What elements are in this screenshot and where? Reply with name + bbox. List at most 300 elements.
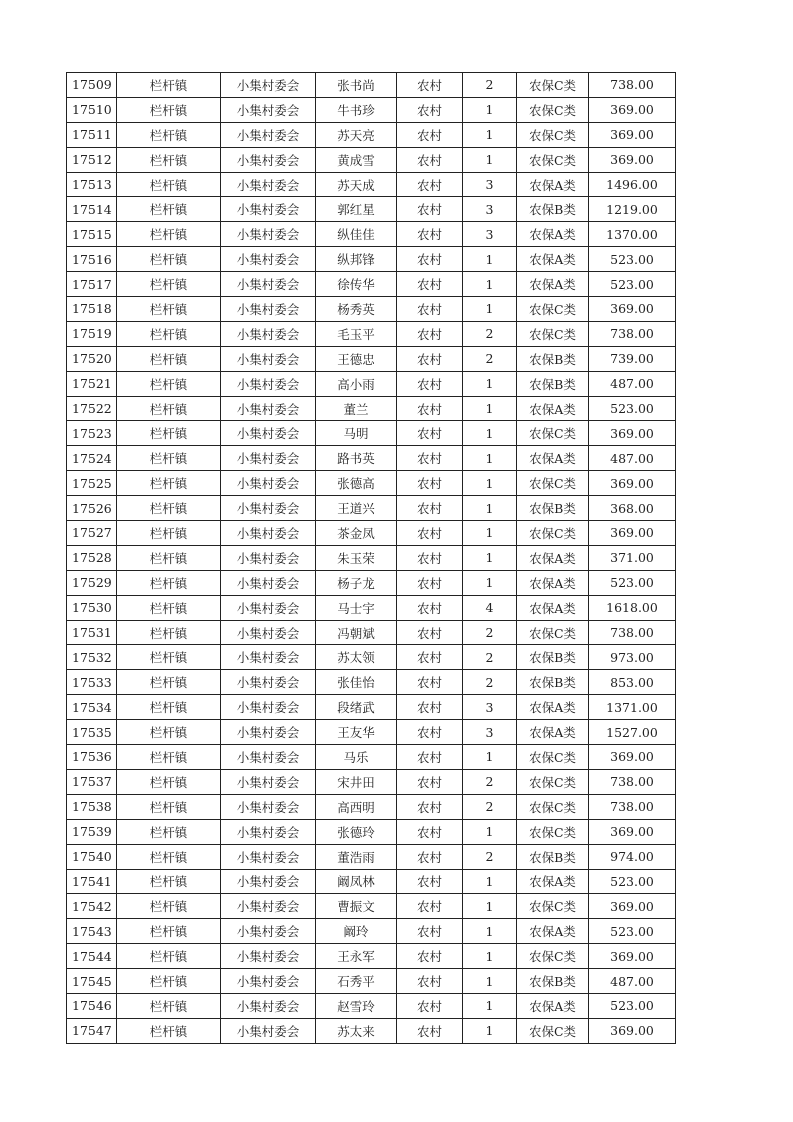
amount-cell: 523.00 bbox=[589, 396, 676, 421]
insurance-category-cell: 农保B类 bbox=[517, 969, 589, 994]
record-id-cell: 17515 bbox=[67, 222, 117, 247]
person-name-cell: 阚玲 bbox=[316, 919, 397, 944]
record-id-cell: 17513 bbox=[67, 172, 117, 197]
area-type-cell: 农村 bbox=[397, 446, 463, 471]
area-type-cell: 农村 bbox=[397, 421, 463, 446]
record-id-cell: 17521 bbox=[67, 371, 117, 396]
area-type-cell: 农村 bbox=[397, 919, 463, 944]
insurance-category-cell: 农保A类 bbox=[517, 869, 589, 894]
insurance-category-cell: 农保B类 bbox=[517, 645, 589, 670]
table-row bbox=[67, 944, 676, 969]
table-row bbox=[67, 122, 676, 147]
household-size-cell: 2 bbox=[463, 844, 517, 869]
area-type-cell: 农村 bbox=[397, 272, 463, 297]
area-type-cell: 农村 bbox=[397, 297, 463, 322]
area-type-cell: 农村 bbox=[397, 222, 463, 247]
record-id-cell: 17542 bbox=[67, 894, 117, 919]
household-size-cell: 1 bbox=[463, 894, 517, 919]
village-committee-cell: 小集村委会 bbox=[221, 371, 316, 396]
household-size-cell: 1 bbox=[463, 993, 517, 1018]
area-type-cell: 农村 bbox=[397, 745, 463, 770]
household-size-cell: 1 bbox=[463, 272, 517, 297]
village-committee-cell: 小集村委会 bbox=[221, 869, 316, 894]
amount-cell: 369.00 bbox=[589, 147, 676, 172]
person-name-cell: 高西明 bbox=[316, 794, 397, 819]
table-row bbox=[67, 769, 676, 794]
town-cell: 栏杆镇 bbox=[117, 122, 221, 147]
insurance-category-cell: 农保A类 bbox=[517, 570, 589, 595]
person-name-cell: 曹振文 bbox=[316, 894, 397, 919]
insurance-category-cell: 农保C类 bbox=[517, 794, 589, 819]
record-id-cell: 17543 bbox=[67, 919, 117, 944]
household-size-cell: 3 bbox=[463, 197, 517, 222]
town-cell: 栏杆镇 bbox=[117, 745, 221, 770]
amount-cell: 1618.00 bbox=[589, 595, 676, 620]
insurance-category-cell: 农保C类 bbox=[517, 297, 589, 322]
amount-cell: 853.00 bbox=[589, 670, 676, 695]
insurance-category-cell: 农保C类 bbox=[517, 745, 589, 770]
household-size-cell: 1 bbox=[463, 521, 517, 546]
village-committee-cell: 小集村委会 bbox=[221, 321, 316, 346]
amount-cell: 368.00 bbox=[589, 496, 676, 521]
amount-cell: 487.00 bbox=[589, 969, 676, 994]
area-type-cell: 农村 bbox=[397, 894, 463, 919]
insurance-category-cell: 农保C类 bbox=[517, 122, 589, 147]
area-type-cell: 农村 bbox=[397, 496, 463, 521]
village-committee-cell: 小集村委会 bbox=[221, 745, 316, 770]
area-type-cell: 农村 bbox=[397, 645, 463, 670]
amount-cell: 523.00 bbox=[589, 919, 676, 944]
record-id-cell: 17545 bbox=[67, 969, 117, 994]
village-committee-cell: 小集村委会 bbox=[221, 645, 316, 670]
household-size-cell: 2 bbox=[463, 346, 517, 371]
town-cell: 栏杆镇 bbox=[117, 944, 221, 969]
insurance-category-cell: 农保A类 bbox=[517, 247, 589, 272]
amount-cell: 1370.00 bbox=[589, 222, 676, 247]
record-id-cell: 17529 bbox=[67, 570, 117, 595]
person-name-cell: 路书英 bbox=[316, 446, 397, 471]
table-row bbox=[67, 545, 676, 570]
town-cell: 栏杆镇 bbox=[117, 1018, 221, 1043]
record-id-cell: 17544 bbox=[67, 944, 117, 969]
person-name-cell: 苏天成 bbox=[316, 172, 397, 197]
household-size-cell: 3 bbox=[463, 720, 517, 745]
amount-cell: 487.00 bbox=[589, 371, 676, 396]
amount-cell: 369.00 bbox=[589, 471, 676, 496]
record-id-cell: 17532 bbox=[67, 645, 117, 670]
table-row bbox=[67, 620, 676, 645]
record-id-cell: 17538 bbox=[67, 794, 117, 819]
household-size-cell: 1 bbox=[463, 545, 517, 570]
record-id-cell: 17533 bbox=[67, 670, 117, 695]
household-size-cell: 1 bbox=[463, 396, 517, 421]
person-name-cell: 张书尚 bbox=[316, 73, 397, 98]
household-size-cell: 2 bbox=[463, 670, 517, 695]
record-id-cell: 17547 bbox=[67, 1018, 117, 1043]
table-row bbox=[67, 645, 676, 670]
amount-cell: 738.00 bbox=[589, 321, 676, 346]
household-size-cell: 1 bbox=[463, 97, 517, 122]
table-row bbox=[67, 346, 676, 371]
table-row bbox=[67, 993, 676, 1018]
table-row bbox=[67, 73, 676, 98]
village-committee-cell: 小集村委会 bbox=[221, 147, 316, 172]
insurance-category-cell: 农保A类 bbox=[517, 919, 589, 944]
village-committee-cell: 小集村委会 bbox=[221, 521, 316, 546]
area-type-cell: 农村 bbox=[397, 396, 463, 421]
household-size-cell: 1 bbox=[463, 1018, 517, 1043]
household-size-cell: 2 bbox=[463, 645, 517, 670]
village-committee-cell: 小集村委会 bbox=[221, 421, 316, 446]
person-name-cell: 徐传华 bbox=[316, 272, 397, 297]
record-id-cell: 17540 bbox=[67, 844, 117, 869]
village-committee-cell: 小集村委会 bbox=[221, 1018, 316, 1043]
village-committee-cell: 小集村委会 bbox=[221, 944, 316, 969]
town-cell: 栏杆镇 bbox=[117, 371, 221, 396]
table-row bbox=[67, 446, 676, 471]
village-committee-cell: 小集村委会 bbox=[221, 73, 316, 98]
household-size-cell: 1 bbox=[463, 745, 517, 770]
area-type-cell: 农村 bbox=[397, 769, 463, 794]
town-cell: 栏杆镇 bbox=[117, 993, 221, 1018]
person-name-cell: 冯朝斌 bbox=[316, 620, 397, 645]
table-row bbox=[67, 745, 676, 770]
record-id-cell: 17527 bbox=[67, 521, 117, 546]
person-name-cell: 王德忠 bbox=[316, 346, 397, 371]
town-cell: 栏杆镇 bbox=[117, 197, 221, 222]
insurance-category-cell: 农保C类 bbox=[517, 421, 589, 446]
table-row bbox=[67, 471, 676, 496]
insurance-category-cell: 农保C类 bbox=[517, 471, 589, 496]
area-type-cell: 农村 bbox=[397, 969, 463, 994]
town-cell: 栏杆镇 bbox=[117, 73, 221, 98]
record-id-cell: 17541 bbox=[67, 869, 117, 894]
person-name-cell: 董兰 bbox=[316, 396, 397, 421]
amount-cell: 369.00 bbox=[589, 894, 676, 919]
town-cell: 栏杆镇 bbox=[117, 346, 221, 371]
area-type-cell: 农村 bbox=[397, 794, 463, 819]
insurance-category-cell: 农保C类 bbox=[517, 97, 589, 122]
amount-cell: 523.00 bbox=[589, 993, 676, 1018]
record-id-cell: 17546 bbox=[67, 993, 117, 1018]
person-name-cell: 张佳怡 bbox=[316, 670, 397, 695]
table-row bbox=[67, 222, 676, 247]
town-cell: 栏杆镇 bbox=[117, 545, 221, 570]
person-name-cell: 马士宇 bbox=[316, 595, 397, 620]
table-row bbox=[67, 197, 676, 222]
town-cell: 栏杆镇 bbox=[117, 172, 221, 197]
record-id-cell: 17518 bbox=[67, 297, 117, 322]
village-committee-cell: 小集村委会 bbox=[221, 670, 316, 695]
record-id-cell: 17510 bbox=[67, 97, 117, 122]
area-type-cell: 农村 bbox=[397, 944, 463, 969]
amount-cell: 369.00 bbox=[589, 421, 676, 446]
village-committee-cell: 小集村委会 bbox=[221, 969, 316, 994]
household-size-cell: 1 bbox=[463, 919, 517, 944]
person-name-cell: 段绪武 bbox=[316, 695, 397, 720]
record-id-cell: 17536 bbox=[67, 745, 117, 770]
insurance-category-cell: 农保C类 bbox=[517, 819, 589, 844]
area-type-cell: 农村 bbox=[397, 720, 463, 745]
village-committee-cell: 小集村委会 bbox=[221, 844, 316, 869]
town-cell: 栏杆镇 bbox=[117, 496, 221, 521]
table-row bbox=[67, 371, 676, 396]
town-cell: 栏杆镇 bbox=[117, 819, 221, 844]
village-committee-cell: 小集村委会 bbox=[221, 570, 316, 595]
amount-cell: 487.00 bbox=[589, 446, 676, 471]
village-committee-cell: 小集村委会 bbox=[221, 396, 316, 421]
town-cell: 栏杆镇 bbox=[117, 222, 221, 247]
amount-cell: 369.00 bbox=[589, 521, 676, 546]
allowance-table bbox=[66, 72, 676, 1044]
amount-cell: 739.00 bbox=[589, 346, 676, 371]
household-size-cell: 1 bbox=[463, 819, 517, 844]
insurance-category-cell: 农保C类 bbox=[517, 321, 589, 346]
record-id-cell: 17525 bbox=[67, 471, 117, 496]
person-name-cell: 苏太来 bbox=[316, 1018, 397, 1043]
village-committee-cell: 小集村委会 bbox=[221, 122, 316, 147]
table-row bbox=[67, 1018, 676, 1043]
town-cell: 栏杆镇 bbox=[117, 247, 221, 272]
insurance-category-cell: 农保B类 bbox=[517, 670, 589, 695]
insurance-category-cell: 农保A类 bbox=[517, 172, 589, 197]
insurance-category-cell: 农保C类 bbox=[517, 769, 589, 794]
village-committee-cell: 小集村委会 bbox=[221, 172, 316, 197]
table-row bbox=[67, 396, 676, 421]
record-id-cell: 17526 bbox=[67, 496, 117, 521]
area-type-cell: 农村 bbox=[397, 73, 463, 98]
town-cell: 栏杆镇 bbox=[117, 97, 221, 122]
record-id-cell: 17528 bbox=[67, 545, 117, 570]
amount-cell: 1371.00 bbox=[589, 695, 676, 720]
area-type-cell: 农村 bbox=[397, 97, 463, 122]
record-id-cell: 17522 bbox=[67, 396, 117, 421]
record-id-cell: 17537 bbox=[67, 769, 117, 794]
town-cell: 栏杆镇 bbox=[117, 969, 221, 994]
household-size-cell: 2 bbox=[463, 321, 517, 346]
person-name-cell: 纵邦锋 bbox=[316, 247, 397, 272]
person-name-cell: 张德玲 bbox=[316, 819, 397, 844]
village-committee-cell: 小集村委会 bbox=[221, 620, 316, 645]
village-committee-cell: 小集村委会 bbox=[221, 993, 316, 1018]
record-id-cell: 17512 bbox=[67, 147, 117, 172]
household-size-cell: 3 bbox=[463, 222, 517, 247]
record-id-cell: 17535 bbox=[67, 720, 117, 745]
household-size-cell: 2 bbox=[463, 620, 517, 645]
village-committee-cell: 小集村委会 bbox=[221, 819, 316, 844]
household-size-cell: 1 bbox=[463, 471, 517, 496]
person-name-cell: 苏天亮 bbox=[316, 122, 397, 147]
area-type-cell: 农村 bbox=[397, 521, 463, 546]
record-id-cell: 17516 bbox=[67, 247, 117, 272]
insurance-category-cell: 农保A类 bbox=[517, 695, 589, 720]
household-size-cell: 3 bbox=[463, 695, 517, 720]
household-size-cell: 2 bbox=[463, 769, 517, 794]
insurance-category-cell: 农保A类 bbox=[517, 545, 589, 570]
amount-cell: 369.00 bbox=[589, 819, 676, 844]
table-row bbox=[67, 97, 676, 122]
amount-cell: 738.00 bbox=[589, 769, 676, 794]
village-committee-cell: 小集村委会 bbox=[221, 545, 316, 570]
person-name-cell: 茶金凤 bbox=[316, 521, 397, 546]
table-row bbox=[67, 496, 676, 521]
village-committee-cell: 小集村委会 bbox=[221, 695, 316, 720]
village-committee-cell: 小集村委会 bbox=[221, 346, 316, 371]
amount-cell: 523.00 bbox=[589, 869, 676, 894]
village-committee-cell: 小集村委会 bbox=[221, 769, 316, 794]
insurance-category-cell: 农保A类 bbox=[517, 222, 589, 247]
village-committee-cell: 小集村委会 bbox=[221, 894, 316, 919]
amount-cell: 369.00 bbox=[589, 297, 676, 322]
town-cell: 栏杆镇 bbox=[117, 769, 221, 794]
table-row bbox=[67, 247, 676, 272]
village-committee-cell: 小集村委会 bbox=[221, 496, 316, 521]
area-type-cell: 农村 bbox=[397, 620, 463, 645]
town-cell: 栏杆镇 bbox=[117, 720, 221, 745]
household-size-cell: 1 bbox=[463, 297, 517, 322]
person-name-cell: 杨子龙 bbox=[316, 570, 397, 595]
amount-cell: 369.00 bbox=[589, 122, 676, 147]
area-type-cell: 农村 bbox=[397, 471, 463, 496]
village-committee-cell: 小集村委会 bbox=[221, 222, 316, 247]
town-cell: 栏杆镇 bbox=[117, 396, 221, 421]
village-committee-cell: 小集村委会 bbox=[221, 97, 316, 122]
person-name-cell: 王道兴 bbox=[316, 496, 397, 521]
amount-cell: 371.00 bbox=[589, 545, 676, 570]
person-name-cell: 杨秀英 bbox=[316, 297, 397, 322]
amount-cell: 973.00 bbox=[589, 645, 676, 670]
person-name-cell: 董浩雨 bbox=[316, 844, 397, 869]
amount-cell: 738.00 bbox=[589, 73, 676, 98]
area-type-cell: 农村 bbox=[397, 371, 463, 396]
person-name-cell: 马乐 bbox=[316, 745, 397, 770]
area-type-cell: 农村 bbox=[397, 247, 463, 272]
area-type-cell: 农村 bbox=[397, 122, 463, 147]
amount-cell: 369.00 bbox=[589, 97, 676, 122]
insurance-category-cell: 农保A类 bbox=[517, 272, 589, 297]
insurance-category-cell: 农保C类 bbox=[517, 620, 589, 645]
table-row bbox=[67, 869, 676, 894]
record-id-cell: 17524 bbox=[67, 446, 117, 471]
amount-cell: 738.00 bbox=[589, 620, 676, 645]
person-name-cell: 张德高 bbox=[316, 471, 397, 496]
table-row bbox=[67, 969, 676, 994]
village-committee-cell: 小集村委会 bbox=[221, 471, 316, 496]
village-committee-cell: 小集村委会 bbox=[221, 446, 316, 471]
table-row bbox=[67, 172, 676, 197]
table-row bbox=[67, 819, 676, 844]
person-name-cell: 朱玉荣 bbox=[316, 545, 397, 570]
amount-cell: 523.00 bbox=[589, 570, 676, 595]
area-type-cell: 农村 bbox=[397, 545, 463, 570]
village-committee-cell: 小集村委会 bbox=[221, 272, 316, 297]
town-cell: 栏杆镇 bbox=[117, 670, 221, 695]
town-cell: 栏杆镇 bbox=[117, 521, 221, 546]
insurance-category-cell: 农保C类 bbox=[517, 1018, 589, 1043]
household-size-cell: 1 bbox=[463, 969, 517, 994]
record-id-cell: 17519 bbox=[67, 321, 117, 346]
insurance-category-cell: 农保A类 bbox=[517, 595, 589, 620]
person-name-cell: 牛书珍 bbox=[316, 97, 397, 122]
town-cell: 栏杆镇 bbox=[117, 421, 221, 446]
area-type-cell: 农村 bbox=[397, 819, 463, 844]
insurance-category-cell: 农保A类 bbox=[517, 396, 589, 421]
table-row bbox=[67, 297, 676, 322]
household-size-cell: 1 bbox=[463, 371, 517, 396]
household-size-cell: 1 bbox=[463, 570, 517, 595]
household-size-cell: 1 bbox=[463, 496, 517, 521]
table-row bbox=[67, 521, 676, 546]
table-row bbox=[67, 272, 676, 297]
insurance-category-cell: 农保A类 bbox=[517, 720, 589, 745]
table-row bbox=[67, 720, 676, 745]
area-type-cell: 农村 bbox=[397, 172, 463, 197]
household-size-cell: 1 bbox=[463, 421, 517, 446]
town-cell: 栏杆镇 bbox=[117, 794, 221, 819]
record-id-cell: 17531 bbox=[67, 620, 117, 645]
town-cell: 栏杆镇 bbox=[117, 147, 221, 172]
area-type-cell: 农村 bbox=[397, 321, 463, 346]
person-name-cell: 黄成雪 bbox=[316, 147, 397, 172]
record-id-cell: 17514 bbox=[67, 197, 117, 222]
person-name-cell: 赵雪玲 bbox=[316, 993, 397, 1018]
person-name-cell: 王友华 bbox=[316, 720, 397, 745]
insurance-category-cell: 农保C类 bbox=[517, 944, 589, 969]
amount-cell: 369.00 bbox=[589, 944, 676, 969]
amount-cell: 523.00 bbox=[589, 247, 676, 272]
amount-cell: 1496.00 bbox=[589, 172, 676, 197]
area-type-cell: 农村 bbox=[397, 695, 463, 720]
town-cell: 栏杆镇 bbox=[117, 645, 221, 670]
record-id-cell: 17539 bbox=[67, 819, 117, 844]
person-name-cell: 高小雨 bbox=[316, 371, 397, 396]
town-cell: 栏杆镇 bbox=[117, 844, 221, 869]
table-body bbox=[67, 73, 676, 1044]
person-name-cell: 宋井田 bbox=[316, 769, 397, 794]
area-type-cell: 农村 bbox=[397, 1018, 463, 1043]
village-committee-cell: 小集村委会 bbox=[221, 794, 316, 819]
amount-cell: 974.00 bbox=[589, 844, 676, 869]
person-name-cell: 马明 bbox=[316, 421, 397, 446]
insurance-category-cell: 农保B类 bbox=[517, 197, 589, 222]
insurance-category-cell: 农保C类 bbox=[517, 147, 589, 172]
insurance-category-cell: 农保A类 bbox=[517, 993, 589, 1018]
record-id-cell: 17530 bbox=[67, 595, 117, 620]
town-cell: 栏杆镇 bbox=[117, 595, 221, 620]
table-row bbox=[67, 147, 676, 172]
amount-cell: 369.00 bbox=[589, 1018, 676, 1043]
record-id-cell: 17523 bbox=[67, 421, 117, 446]
town-cell: 栏杆镇 bbox=[117, 869, 221, 894]
insurance-category-cell: 农保C类 bbox=[517, 73, 589, 98]
person-name-cell: 毛玉平 bbox=[316, 321, 397, 346]
town-cell: 栏杆镇 bbox=[117, 695, 221, 720]
household-size-cell: 1 bbox=[463, 247, 517, 272]
person-name-cell: 王永军 bbox=[316, 944, 397, 969]
town-cell: 栏杆镇 bbox=[117, 446, 221, 471]
person-name-cell: 苏太领 bbox=[316, 645, 397, 670]
town-cell: 栏杆镇 bbox=[117, 919, 221, 944]
table-row bbox=[67, 321, 676, 346]
town-cell: 栏杆镇 bbox=[117, 894, 221, 919]
record-id-cell: 17517 bbox=[67, 272, 117, 297]
table-row bbox=[67, 595, 676, 620]
household-size-cell: 2 bbox=[463, 73, 517, 98]
table-row bbox=[67, 894, 676, 919]
household-size-cell: 1 bbox=[463, 122, 517, 147]
insurance-category-cell: 农保B类 bbox=[517, 346, 589, 371]
record-id-cell: 17520 bbox=[67, 346, 117, 371]
